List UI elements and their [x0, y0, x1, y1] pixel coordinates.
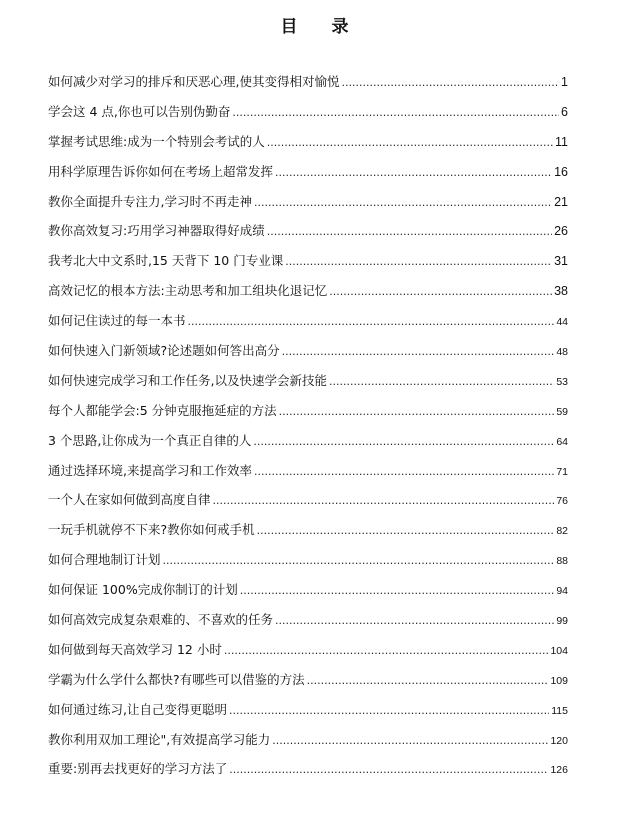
toc-entry-title: 高效记忆的根本方法:主动思考和加工组块化退记忆	[48, 283, 328, 299]
toc-entry-title: 用科学原理告诉你如何在考场上超常发挥	[48, 163, 274, 179]
toc-entry[interactable]	[48, 759, 568, 789]
toc-entry[interactable]	[48, 461, 568, 491]
dot-leader	[279, 405, 555, 418]
toc-entry[interactable]	[48, 640, 568, 670]
dot-leader	[253, 435, 554, 448]
toc-entry-page-number: 16	[554, 164, 568, 179]
toc-entry-page-number: 26	[554, 224, 568, 239]
toc-entry-title: 如何保证 100%完成你制订的计划	[48, 582, 238, 598]
page-title: 目 录	[280, 17, 363, 37]
toc-entry[interactable]	[48, 670, 568, 700]
toc-entry-page-number: 48	[556, 346, 568, 359]
toc-entry[interactable]	[48, 102, 568, 132]
toc-entry-title: 每个人都能学会:5 分钟克服拖延症的方法	[48, 402, 277, 418]
toc-entry-page-number: 76	[556, 495, 568, 508]
toc-entry-title: 如何快速入门新领域?论述题如何答出高分	[48, 343, 280, 359]
toc-entry-title: 教你高效复习:巧用学习神器取得好成绩	[48, 223, 265, 239]
dot-leader	[188, 315, 555, 328]
toc-entry-title: 教你全面提升专注力,学习时不再走神	[48, 193, 252, 209]
toc-entry[interactable]	[48, 72, 568, 102]
toc-entry[interactable]	[48, 221, 568, 251]
dot-leader	[341, 76, 559, 89]
toc-entry[interactable]	[48, 281, 568, 311]
toc-entry-page-number: 21	[554, 194, 568, 209]
toc-entry-title: 如何高效完成复杂艰难的、不喜欢的任务	[48, 612, 274, 628]
dot-leader	[213, 494, 555, 507]
toc-entry-page-number: 115	[551, 704, 568, 717]
dot-leader	[232, 106, 559, 119]
toc-entry-page-number: 71	[556, 465, 568, 478]
toc-entry-page-number: 1	[561, 75, 568, 89]
table-of-contents	[48, 72, 568, 789]
toc-entry-title: 如何通过练习,让自己变得更聪明	[48, 701, 227, 717]
toc-entry-page-number: 31	[554, 254, 568, 269]
toc-entry-page-number: 53	[556, 375, 568, 388]
toc-entry[interactable]	[48, 730, 568, 760]
toc-entry-page-number: 104	[550, 644, 568, 657]
toc-entry-page-number: 120	[550, 734, 568, 747]
dot-leader	[257, 524, 555, 537]
dot-leader	[329, 285, 552, 298]
toc-entry[interactable]	[48, 431, 568, 461]
dot-leader	[240, 584, 555, 597]
toc-entry[interactable]	[48, 700, 568, 730]
toc-entry-page-number: 38	[554, 284, 568, 299]
toc-entry-page-number: 44	[556, 316, 568, 329]
dot-leader	[267, 225, 552, 238]
dot-leader	[275, 614, 554, 627]
toc-entry-title: 如何减少对学习的排斥和厌恶心理,使其变得相对愉悦	[48, 74, 340, 89]
toc-entry[interactable]	[48, 550, 568, 580]
dot-leader	[275, 166, 552, 179]
dot-leader	[163, 554, 555, 567]
toc-entry[interactable]	[48, 371, 568, 401]
toc-entry-title: 如何合理地制订计划	[48, 552, 161, 568]
toc-entry-page-number: 94	[556, 585, 568, 598]
dot-leader	[285, 255, 552, 268]
toc-entry-title: 如何做到每天高效学习 12 小时	[48, 641, 222, 657]
dot-leader	[254, 465, 554, 478]
toc-entry-page-number: 59	[556, 405, 568, 418]
dot-leader	[282, 345, 555, 358]
dot-leader	[229, 704, 549, 717]
dot-leader	[272, 734, 548, 747]
toc-entry-page-number: 82	[556, 525, 568, 538]
toc-entry[interactable]	[48, 341, 568, 371]
dot-leader	[307, 674, 549, 687]
toc-entry-title: 3 个思路,让你成为一个真正自律的人	[48, 432, 252, 448]
toc-entry[interactable]	[48, 580, 568, 610]
toc-entry[interactable]	[48, 490, 568, 520]
dot-leader	[329, 375, 554, 388]
toc-entry[interactable]	[48, 162, 568, 192]
toc-entry-page-number: 6	[561, 104, 568, 119]
toc-entry-title: 重要:别再去找更好的学习方法了	[48, 761, 228, 777]
toc-entry[interactable]	[48, 401, 568, 431]
toc-entry[interactable]	[48, 610, 568, 640]
toc-entry-title: 如何记住读过的每一本书	[48, 313, 186, 329]
dot-leader	[267, 136, 553, 149]
toc-entry[interactable]	[48, 192, 568, 222]
toc-entry-page-number: 126	[550, 764, 568, 777]
toc-entry-title: 一个人在家如何做到高度自律	[48, 492, 211, 508]
dot-leader	[254, 196, 552, 209]
toc-entry-title: 我考北大中文系时,15 天背下 10 门专业课	[48, 253, 284, 269]
toc-entry-title: 一玩手机就停不下来?教你如何戒手机	[48, 522, 255, 538]
toc-entry-title: 学霸为什么学什么都快?有哪些可以借鉴的方法	[48, 671, 305, 687]
toc-entry-title: 学会这 4 点,你也可以告别伪勤奋	[48, 103, 231, 119]
toc-entry[interactable]	[48, 251, 568, 281]
toc-entry[interactable]	[48, 132, 568, 162]
toc-entry-page-number: 109	[550, 674, 568, 687]
dot-leader	[229, 763, 548, 776]
toc-entry-title: 通过选择环境,来提高学习和工作效率	[48, 462, 252, 478]
toc-entry[interactable]	[48, 520, 568, 550]
toc-entry[interactable]	[48, 311, 568, 341]
toc-entry-page-number: 99	[556, 615, 568, 628]
toc-entry-title: 掌握考试思维:成为一个特别会考试的人	[48, 133, 265, 149]
dot-leader	[224, 644, 549, 657]
toc-entry-title: 教你利用双加工理论",有效提高学习能力	[48, 731, 271, 747]
toc-entry-title: 如何快速完成学习和工作任务,以及快速学会新技能	[48, 372, 327, 388]
toc-entry-page-number: 88	[556, 555, 568, 568]
toc-entry-page-number: 11	[555, 134, 568, 149]
toc-entry-page-number: 64	[556, 435, 568, 448]
